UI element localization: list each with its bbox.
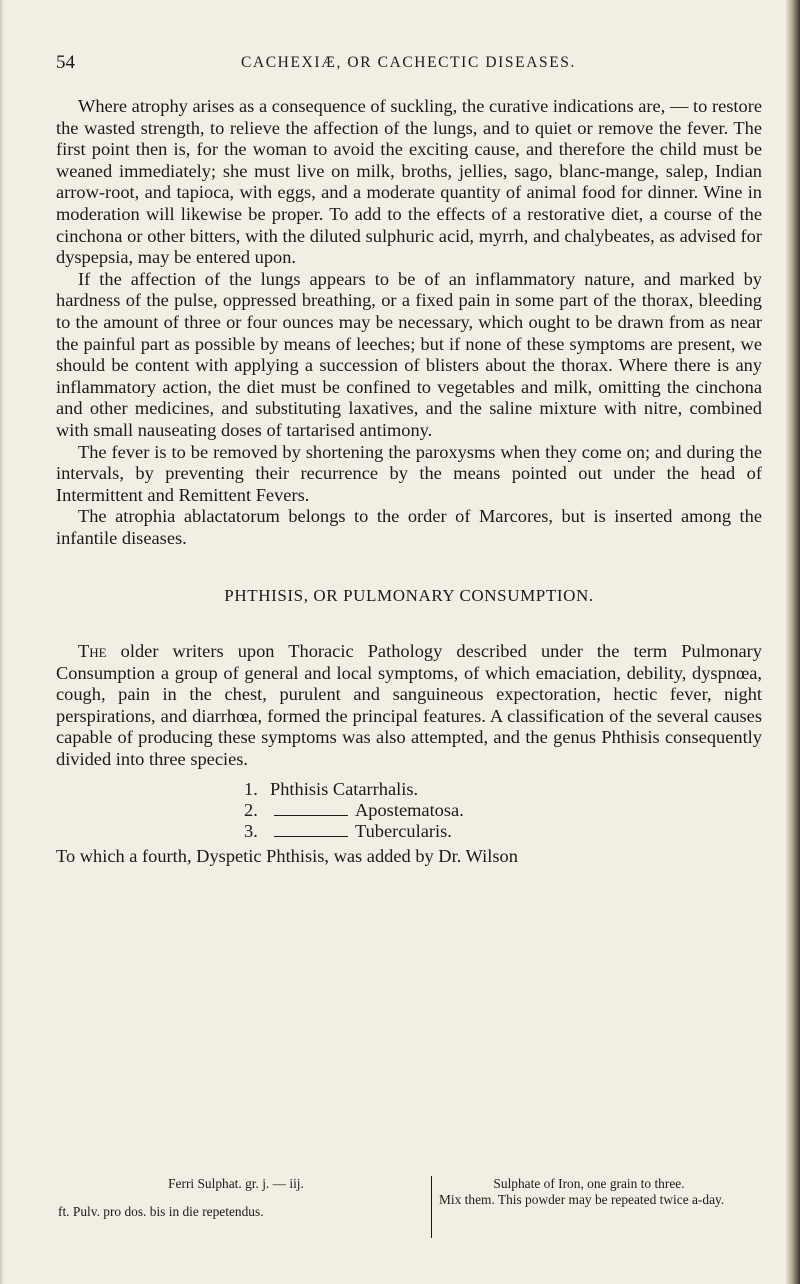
paragraph-fever: The fever is to be removed by shortening the paroxysms when they come on; and during the intervals, by preventing their recurrence by the means pointed out under the head of Intermittent and Remittent Fevers. <box>56 441 762 505</box>
species-list <box>56 779 762 842</box>
page-left-edge <box>0 0 4 1284</box>
paragraph-continuation: To which a fourth, Dyspetic Phthisis, was added by Dr. Wilson <box>56 845 518 866</box>
paragraph-atrophy-treatment: Where atrophy arises as a consequence of suckling, the curative indications are, — to restore the wasted strength, to relieve the affection of the lungs, and to quiet or remove the fever. The first point then is, for the woman to avoid the exciting cause, and therefore the child must be weaned immediately; she must live on milk, broths, jellies, sago, blanc-mange, salep, Indian arrow-root, and tapioca, with eggs, and a moderate quantity of animal food for dinner. Wine in moderation will likewise be proper. To add to the effects of a restorative diet, a course of the cinchona or other bitters, with the diluted sulphuric acid, myrrh, and chalybeates, as advised for dyspepsia, may be entered upon. <box>56 96 762 268</box>
running-head: CACHEXIÆ, OR CACHECTIC DISEASES. <box>241 54 576 71</box>
page-header <box>56 52 761 80</box>
section-heading: PHTHISIS, OR PULMONARY CONSUMPTION. <box>224 586 594 606</box>
species-number: 1. <box>244 778 258 799</box>
prescription-english-line: Sulphate of Iron, one grain to three. <box>493 1176 685 1191</box>
prescription-latin <box>56 1176 416 1231</box>
footnote-prescription <box>56 1176 762 1246</box>
prescription-latin-line: ft. Pulv. pro dos. bis in die repetendus. <box>58 1203 264 1219</box>
species-item <box>244 821 762 842</box>
species-name: Tubercularis. <box>355 820 452 841</box>
species-item <box>244 779 762 800</box>
section-intro-first-word: The <box>78 641 107 662</box>
prescription-english <box>439 1176 739 1207</box>
species-name: Apostematosa. <box>355 799 464 820</box>
species-item <box>244 800 762 821</box>
paragraph-atrophia-ablactatorum: The atrophia ablactatorum belongs to the order of Marcores, but is inserted among the infantile diseases. <box>56 506 762 548</box>
prescription-latin-line: Ferri Sulphat. gr. j. — iij. <box>168 1176 304 1191</box>
ditto-dash <box>274 815 348 816</box>
page-number: 54 <box>56 52 75 73</box>
section-intro-text: older writers upon Thoracic Pathology described under the term Pulmonary Consumption a group of general and local symptoms, of which emaciation, debility, dyspnœa, cough, pain in the chest, purulent and sanguineous expectoration, hectic fever, night perspirations, and diarrhœa, formed the principal features. A classification of the several causes capable of producing these symptoms was also attempted, and the genus Phthisis consequently divided into three species. <box>56 641 762 770</box>
body-text <box>56 96 762 867</box>
paragraph-lung-inflammation: If the affection of the lungs appears to be of an inflammatory nature, and marked by hardness of the pulse, oppressed breathing, or a fixed pain in some part of the thorax, bleeding to the amount of three or four ounces may be necessary, which ought to be drawn from as near the painful part as possible by means of leeches; but if none of these symptoms are present, we should be content with applying a succession of blisters about the thorax. Where there is any inflammatory action, the diet must be confined to vegetables and milk, omitting the cinchona and other medicines, and substituting laxatives, and the saline mixture with nitre, combined with small nauseating doses of tartarised antimony. <box>56 268 762 440</box>
section-intro <box>56 641 762 771</box>
ditto-dash <box>274 836 348 837</box>
footnote-divider <box>431 1176 432 1238</box>
species-number: 3. <box>244 820 258 841</box>
book-binding-edge <box>786 0 800 1284</box>
species-number: 2. <box>244 799 258 820</box>
species-name: Phthisis Catarrhalis. <box>270 778 419 799</box>
prescription-english-line: Mix them. This powder may be repeated twice a-day. <box>439 1191 725 1207</box>
